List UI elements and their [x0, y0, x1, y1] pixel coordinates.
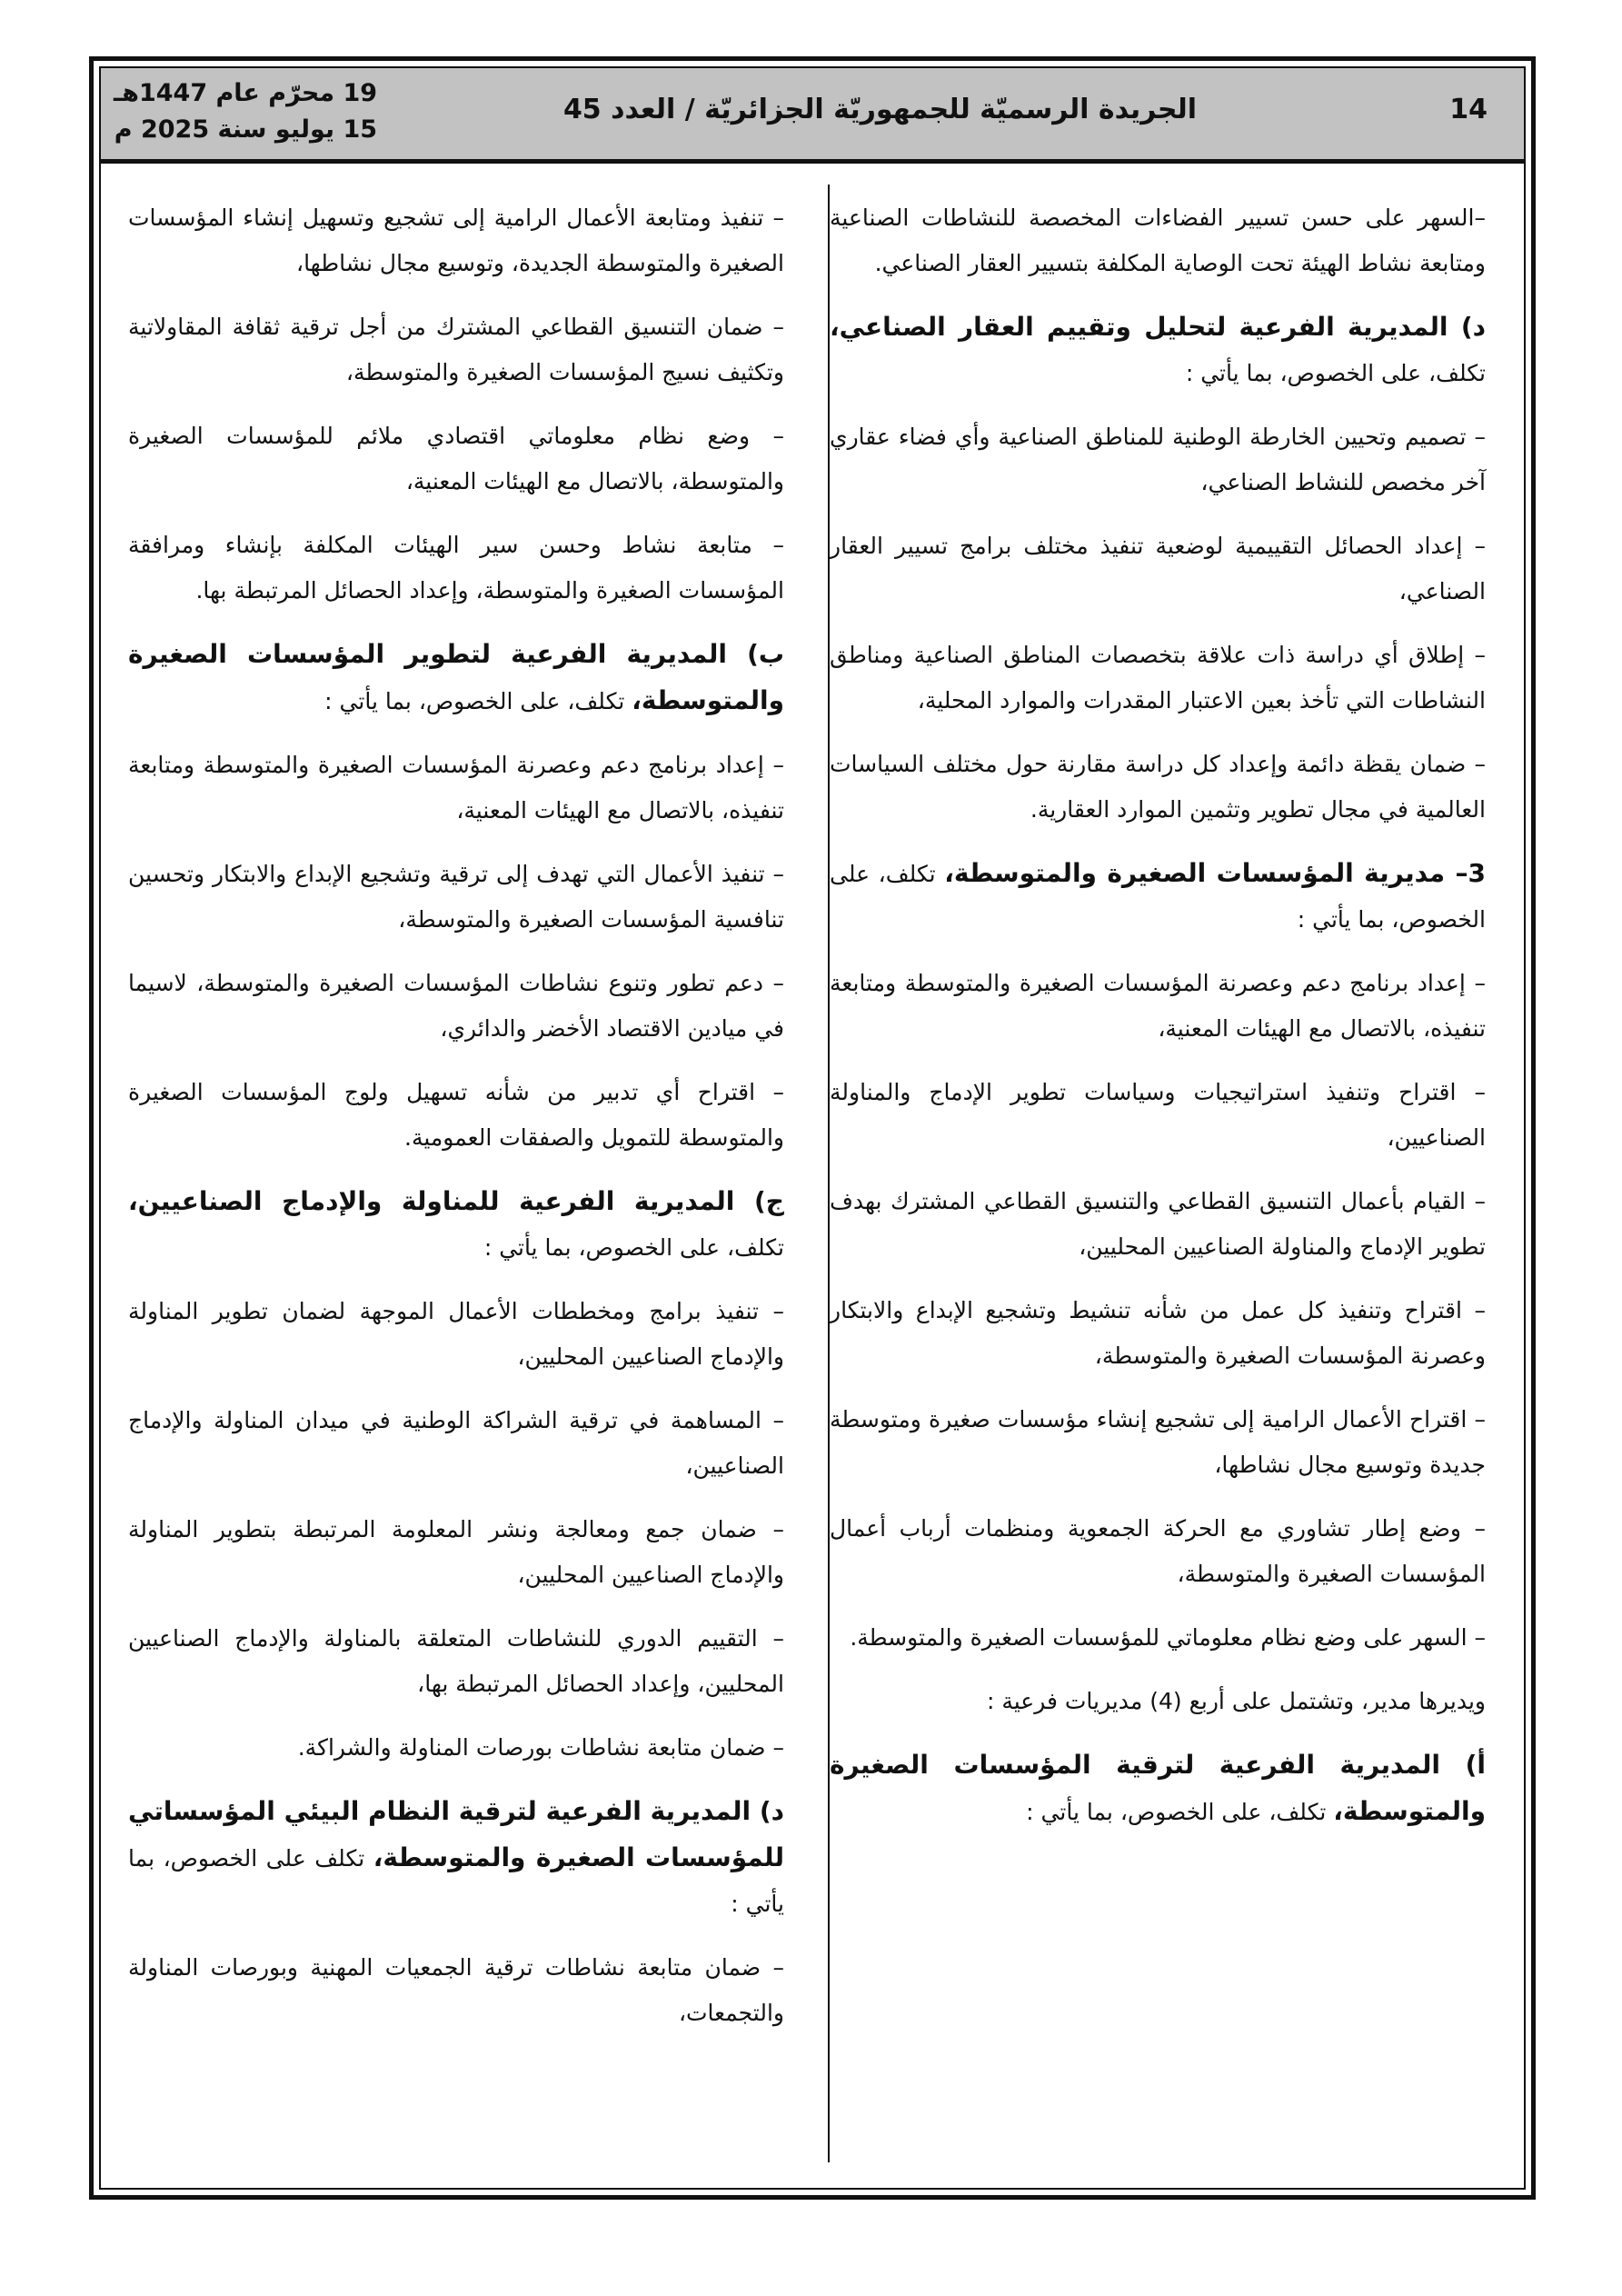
paragraph-text: –السهر على حسن تسيير الفضاءات المخصصة للنشاطات الصناعية ومتابعة نشاط الهيئة تحت الوصاية المكلفة بتسيير العقار الصناعي. — [830, 205, 1486, 276]
paragraph-text: – اقتراح أي تدبير من شأنه تسهيل ولوج المؤسسات الصغيرة والمتوسطة للتمويل والصفقات العمومية. — [128, 1079, 784, 1151]
heading-title: د) المديرية الفرعية لترقية النظام البيئي المؤسساتي للمؤسسات الصغيرة والمتوسطة، — [128, 1796, 784, 1872]
date-hijri: 19 محرّم عام 1447هـ — [114, 79, 378, 107]
paragraph-text: – إعداد الحصائل التقييمية لوضعية تنفيذ مختلف برامج تسيير العقار الصناعي، — [830, 533, 1486, 604]
section-heading — [128, 1789, 784, 1927]
paragraph-text: – ضمان متابعة نشاطات ترقية الجمعيات المهنية وبورصات المناولة والتجمعات، — [128, 1954, 784, 2026]
section-heading — [830, 1742, 1486, 1835]
paragraph — [830, 1679, 1486, 1724]
paragraph — [128, 304, 784, 395]
paragraph-text: – إطلاق أي دراسة ذات علاقة بتخصصات المناطق الصناعية ومناطق النشاطات التي تأخذ بعين الاعتبار المقدرات والموارد المحلية، — [830, 642, 1486, 714]
paragraph — [128, 414, 784, 504]
paragraph — [128, 1289, 784, 1380]
gazette-title: الجريدة الرسميّة للجمهوريّة الجزائريّة / العدد 45 — [562, 94, 1197, 125]
paragraph — [830, 524, 1486, 614]
paragraph-text: – إعداد برنامج دعم وعصرنة المؤسسات الصغيرة والمتوسطة ومتابعة تنفيذه، بالاتصال مع الهيئات المعنية، — [830, 970, 1486, 1042]
paragraph — [830, 1615, 1486, 1661]
paragraph-text: – تنفيذ برامج ومخططات الأعمال الموجهة لضمان تطوير المناولة والإدماج الصناعيين المحليين، — [128, 1298, 784, 1370]
section-heading — [128, 1179, 784, 1271]
paragraph — [830, 1288, 1486, 1379]
paragraph — [128, 1398, 784, 1489]
paragraph-text: ويديرها مدير، وتشتمل على أربع (4) مديريات فرعية : — [986, 1688, 1486, 1714]
heading-title: 3– مديرية المؤسسات الصغيرة والمتوسطة، — [944, 858, 1487, 888]
section-heading — [830, 851, 1486, 943]
left-column — [128, 195, 784, 2054]
paragraph — [128, 1945, 784, 2036]
paragraph-text: – اقتراح الأعمال الرامية إلى تشجيع إنشاء مؤسسات صغيرة ومتوسطة جديدة وتوسيع مجال نشاطها، — [830, 1406, 1486, 1478]
paragraph-text: – ضمان جمع ومعالجة ونشر المعلومة المرتبطة بتطوير المناولة والإدماج الصناعيين المحليين، — [128, 1516, 784, 1588]
section-heading — [128, 632, 784, 724]
page-frame-inner — [99, 66, 1526, 2190]
paragraph — [128, 961, 784, 1052]
heading-title: د) المديرية الفرعية لتحليل وتقييم العقار الصناعي، — [830, 312, 1486, 342]
paragraph — [128, 523, 784, 614]
right-column — [830, 195, 1486, 1853]
paragraph — [830, 961, 1486, 1052]
date-gregorian: 15 يوليو سنة 2025 م — [114, 115, 378, 144]
paragraph — [128, 195, 784, 286]
heading-title: ج) المديرية الفرعية للمناولة والإدماج الصناعيين، — [128, 1186, 784, 1216]
paragraph-text: تكلف، على الخصوص، بما يأتي : — [324, 688, 632, 714]
paragraph-text: تكلف، على الخصوص، بما يأتي : — [1026, 1799, 1334, 1825]
paragraph-text: – تنفيذ ومتابعة الأعمال الرامية إلى تشجيع وتسهيل إنشاء المؤسسات الصغيرة والمتوسطة الجديدة، وتوسيع مجال نشاطها، — [128, 205, 784, 276]
issue-date — [114, 75, 377, 148]
paragraph-text: – المساهمة في ترقية الشراكة الوطنية في ميدان المناولة والإدماج الصناعيين، — [128, 1407, 784, 1479]
heading-title: ب) المديرية الفرعية لتطوير المؤسسات الصغيرة والمتوسطة، — [128, 639, 784, 715]
paragraph — [830, 1397, 1486, 1488]
paragraph-text: – إعداد برنامج دعم وعصرنة المؤسسات الصغيرة والمتوسطة ومتابعة تنفيذه، بالاتصال مع الهيئات المعنية، — [128, 752, 784, 824]
paragraph — [128, 1616, 784, 1707]
paragraph — [830, 742, 1486, 833]
paragraph — [128, 1070, 784, 1161]
paragraph — [128, 1507, 784, 1598]
paragraph-text: – ضمان التنسيق القطاعي المشترك من أجل ترقية ثقافة المقاولاتية وتكثيف نسيج المؤسسات الصغيرة والمتوسطة، — [128, 314, 784, 385]
paragraph-text: – تصميم وتحيين الخارطة الوطنية للمناطق الصناعية وأي فضاء عقاري آخر مخصص للنشاط الصناعي، — [830, 424, 1486, 495]
page-frame — [89, 56, 1536, 2200]
paragraph-text: – القيام بأعمال التنسيق القطاعي والتنسيق القطاعي المشترك بهدف تطوير الإدماج والمناولة الصناعيين المحليين، — [830, 1188, 1486, 1260]
paragraph — [830, 633, 1486, 724]
paragraph-text: تكلف، على الخصوص، بما يأتي : — [1185, 360, 1486, 386]
paragraph — [830, 1070, 1486, 1161]
paragraph — [830, 1506, 1486, 1597]
paragraph — [128, 743, 784, 834]
paragraph-text: – تنفيذ الأعمال التي تهدف إلى ترقية وتشجيع الإبداع والابتكار وتحسين تنافسية المؤسسات الصغيرة والمتوسطة، — [128, 861, 784, 933]
paragraph-text: – ضمان يقظة دائمة وإعداد كل دراسة مقارنة حول مختلف السياسات العالمية في مجال تطوير وتثمين الموارد العقارية. — [830, 751, 1486, 823]
paragraph-text: تكلف، على الخصوص، بما يأتي : — [830, 861, 1486, 933]
paragraph-text: – اقتراح وتنفيذ استراتيجيات وسياسات تطوير الإدماج والمناولة الصناعيين، — [830, 1079, 1486, 1151]
paragraph — [830, 195, 1486, 286]
paragraph-text: تكلف، على الخصوص، بما يأتي : — [483, 1234, 784, 1261]
paragraph — [128, 1725, 784, 1771]
paragraph-text: تكلف على الخصوص، بما يأتي : — [128, 1845, 784, 1917]
paragraph — [830, 1179, 1486, 1270]
paragraph-text: – وضع نظام معلوماتي اقتصادي ملائم للمؤسسات الصغيرة والمتوسطة، بالاتصال مع الهيئات المعنية، — [128, 423, 784, 494]
page-header — [101, 68, 1524, 164]
paragraph-text: – وضع إطار تشاوري مع الحركة الجمعوية ومنظمات أرباب أعمال المؤسسات الصغيرة والمتوسطة، — [830, 1515, 1486, 1587]
paragraph-text: – متابعة نشاط وحسن سير الهيئات المكلفة بإنشاء ومرافقة المؤسسات الصغيرة والمتوسطة، وإعداد الحصائل المرتبطة بها. — [128, 532, 784, 604]
paragraph — [830, 414, 1486, 505]
page-number: 14 — [1449, 94, 1488, 125]
paragraph-text: – اقتراح وتنفيذ كل عمل من شأنه تنشيط وتشجيع الإبداع والابتكار وعصرنة المؤسسات الصغيرة والمتوسطة، — [830, 1297, 1486, 1369]
section-heading — [830, 304, 1486, 396]
paragraph-text: – دعم تطور وتنوع نشاطات المؤسسات الصغيرة والمتوسطة، لاسيما في ميادين الاقتصاد الأخضر والدائري، — [128, 970, 784, 1042]
paragraph — [128, 852, 784, 943]
paragraph-text: – التقييم الدوري للنشاطات المتعلقة بالمناولة والإدماج الصناعيين المحليين، وإعداد الحصائل المرتبطة بها، — [128, 1625, 784, 1697]
heading-title: أ) المديرية الفرعية لترقية المؤسسات الصغيرة والمتوسطة، — [830, 1750, 1486, 1826]
paragraph-text: – ضمان متابعة نشاطات بورصات المناولة والشراكة. — [297, 1734, 784, 1761]
paragraph-text: – السهر على وضع نظام معلوماتي للمؤسسات الصغيرة والمتوسطة. — [850, 1624, 1486, 1651]
